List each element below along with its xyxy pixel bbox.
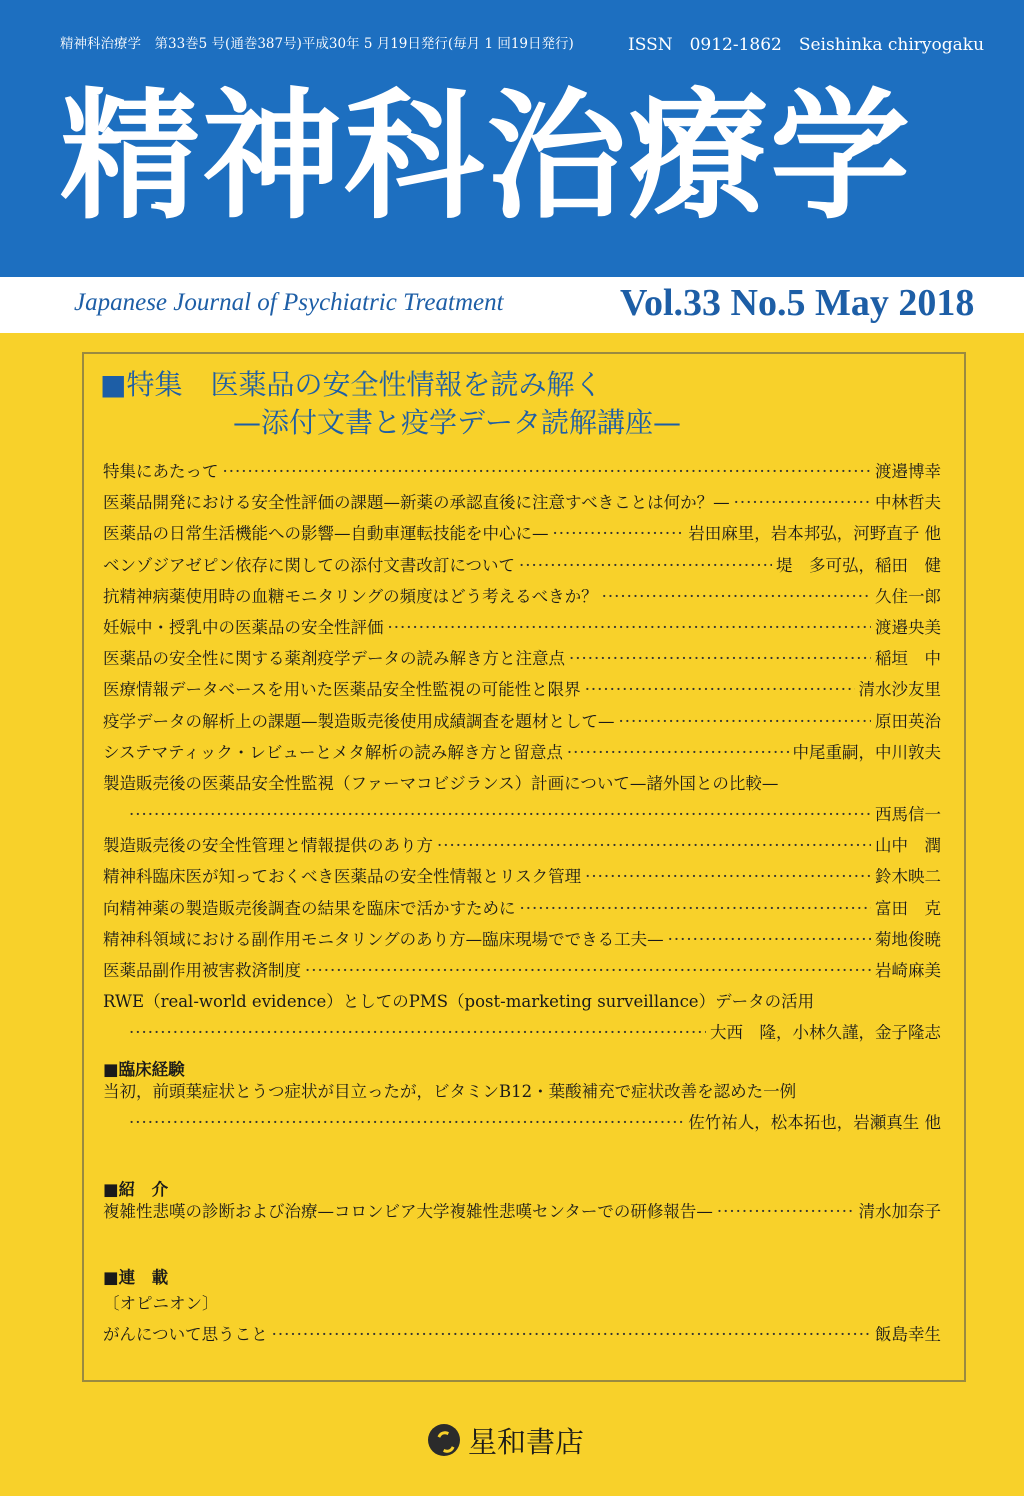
toc-entry-author-line[interactable]: ····· 大西 隆，小林久謹，金子隆志 (103, 1019, 941, 1050)
toc-entry[interactable]: がんについて思うこと ····· 飯島幸生 (103, 1321, 941, 1352)
toc-entry[interactable]: ベンゾジアゼピン依存に関しての添付文書改訂について ····· 堤 多可弘，稲田 健 (103, 552, 941, 583)
intro-section-heading: ■紹 介 (103, 1180, 169, 1199)
serial-section-heading: ■連 載 (103, 1268, 169, 1287)
toc-entry[interactable]: 抗精神病薬使用時の血糖モニタリングの頻度はどう考えるべきか？ ····· 久住一郎 (103, 583, 941, 614)
toc-entry[interactable]: 妊娠中・授乳中の医薬品の安全性評価 ····· 渡邉央美 (103, 614, 941, 645)
publication-info (60, 32, 985, 55)
feature-subtitle: —添付文書と疫学データ読解講座— (233, 406, 682, 439)
toc-entry[interactable]: 特集にあたって ····· 渡邉博幸 (103, 458, 941, 489)
journal-title: 精神科治療学 (60, 76, 913, 239)
toc-entry[interactable]: 精神科領域における副作用モニタリングのあり方—臨床現場でできる工夫— ····· 菊地俊暁 (103, 926, 941, 957)
publication-details: 精神科治療学 第33巻5 号(通巻387号)平成30年 5 月19日発行(毎月 1 回19日発行) (60, 36, 574, 52)
feature-title: ■特集 医薬品の安全性情報を読み解く (100, 368, 603, 401)
toc-entry[interactable]: 製造販売後の安全性管理と情報提供のあり方 ····· 山中 潤 (103, 832, 941, 863)
feature-heading (100, 366, 920, 442)
toc-entry-title[interactable]: RWE（real-world evidence）としてのPMS（post-marketing surveillance）データの活用 (103, 992, 815, 1012)
toc-entry[interactable]: 医薬品開発における安全性評価の課題—新薬の承認直後に注意すべきことは何か？— ····· 中林哲夫 (103, 489, 941, 520)
toc-entry[interactable]: 向精神薬の製造販売後調査の結果を臨床で活かすために ····· 富田 克 (103, 895, 941, 926)
clinical-contents (103, 1078, 941, 1140)
toc-entry-author-line[interactable]: ····· 西馬信一 (103, 801, 941, 832)
volume-issue: Vol.33 No.5 May 2018 (620, 282, 975, 324)
toc-entry[interactable]: 医薬品の安全性に関する薬剤疫学データの読み解き方と注意点 ····· 稲垣 中 (103, 645, 941, 676)
feature-contents (103, 458, 941, 1051)
toc-entry[interactable]: 医薬品副作用被害救済制度 ····· 岩崎麻美 (103, 957, 941, 988)
journal-english-title: Japanese Journal of Psychiatric Treatment (74, 289, 504, 316)
publisher-name: 星和書店 (468, 1424, 585, 1459)
toc-entry[interactable]: 医療情報データベースを用いた医薬品安全性監視の可能性と限界 ····· 清水沙友里 (103, 676, 941, 707)
clinical-section-heading: ■臨床経験 (103, 1060, 185, 1079)
publisher (428, 1418, 584, 1462)
masthead (0, 0, 1024, 277)
toc-entry[interactable]: 複雑性悲嘆の診断および治療—コロンビア大学複雑性悲嘆センターでの研修報告— ····· 清水加奈子 (103, 1198, 941, 1229)
toc-entry-title[interactable]: 当初，前頭葉症状とうつ症状が目立ったが，ビタミンB12・葉酸補充で症状改善を認めた一例 (103, 1082, 797, 1101)
toc-entry[interactable]: 疫学データの解析上の課題—製造販売後使用成績調査を題材として— ····· 原田英治 (103, 708, 941, 739)
publisher-logo-icon (428, 1424, 460, 1456)
toc-entry-title[interactable]: 製造販売後の医薬品安全性監視（ファーマコビジランス）計画について—諸外国との比較— (103, 773, 779, 793)
serial-contents (103, 1290, 941, 1352)
issn: ISSN 0912-1862 Seishinka chiryogaku (628, 35, 985, 55)
subtitle-band (0, 277, 1024, 333)
toc-entry[interactable]: 医薬品の日常生活機能への影響—自動車運転技能を中心に— ····· 岩田麻里，岩本邦弘，河野直子 他 (103, 520, 941, 551)
toc-entry-author-line[interactable]: ····· 佐竹祐人，松本拓也，岩瀬真生 他 (103, 1109, 941, 1140)
serial-category: 〔オピニオン〕 (103, 1294, 219, 1313)
toc-entry[interactable]: システマティック・レビューとメタ解析の読み解き方と留意点 ····· 中尾重嗣，中川敦夫 (103, 739, 941, 770)
intro-contents (103, 1198, 941, 1229)
toc-entry[interactable]: 精神科臨床医が知っておくべき医薬品の安全性情報とリスク管理 ····· 鈴木映二 (103, 863, 941, 894)
